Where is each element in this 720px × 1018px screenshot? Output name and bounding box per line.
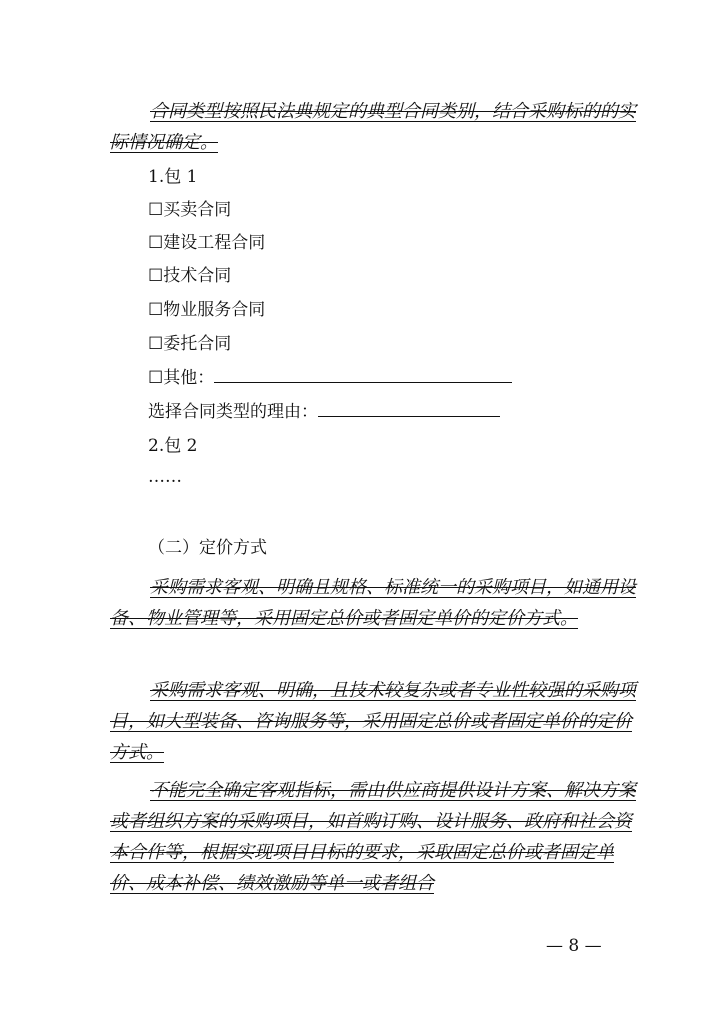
paragraph-text: 采购需求客观、明确且规格、标准统一的采购项目，如通用设备、物业管理等，采用固定总价或者固定单价的定价方式。 bbox=[110, 577, 636, 629]
pricing-paragraph-3 bbox=[110, 775, 640, 899]
intro-text: 合同类型按照民法典规定的典型合同类别，结合采购标的的实际情况确定。 bbox=[110, 101, 636, 153]
package-1-label: 1.包 1 bbox=[148, 167, 198, 187]
checkbox-icon[interactable]: ☐ bbox=[148, 368, 164, 388]
option-construction-contract[interactable] bbox=[148, 232, 265, 254]
pricing-paragraph-1 bbox=[110, 572, 640, 634]
reason-row bbox=[148, 401, 500, 423]
option-label: 物业服务合同 bbox=[163, 300, 266, 320]
checkbox-icon[interactable]: ☐ bbox=[148, 266, 164, 286]
option-entrustment-contract[interactable] bbox=[148, 333, 231, 355]
intro-paragraph bbox=[110, 96, 640, 158]
reason-input-line[interactable] bbox=[318, 402, 500, 417]
reason-label: 选择合同类型的理由： bbox=[148, 402, 318, 422]
option-technology-contract[interactable] bbox=[148, 265, 231, 287]
option-label: 委托合同 bbox=[163, 334, 232, 354]
package-2-label: 2.包 2 bbox=[148, 436, 198, 456]
pricing-paragraph-2 bbox=[110, 675, 640, 768]
checkbox-icon[interactable]: ☐ bbox=[148, 334, 164, 354]
paragraph-text: 采购需求客观、明确，且技术较复杂或者专业性较强的采购项目，如大型装备、咨询服务等，采用固定总价或者固定单价的定价方式。 bbox=[110, 680, 636, 763]
section-heading: （二）定价方式 bbox=[148, 538, 267, 558]
option-label: 建设工程合同 bbox=[163, 233, 266, 253]
checkbox-icon[interactable]: ☐ bbox=[148, 233, 164, 253]
option-label: 买卖合同 bbox=[163, 200, 232, 220]
option-label: 技术合同 bbox=[163, 266, 232, 286]
checkbox-icon[interactable]: ☐ bbox=[148, 300, 164, 320]
option-label: 其他： bbox=[163, 368, 215, 388]
option-other[interactable] bbox=[148, 367, 512, 389]
option-property-service-contract[interactable] bbox=[148, 299, 265, 321]
option-sales-contract[interactable] bbox=[148, 199, 231, 221]
page-number: — 8 — bbox=[546, 936, 602, 956]
checkbox-icon[interactable]: ☐ bbox=[148, 200, 164, 220]
other-input-line[interactable] bbox=[214, 368, 512, 383]
ellipsis: …… bbox=[148, 467, 182, 487]
paragraph-text: 不能完全确定客观指标，需由供应商提供设计方案、解决方案或者组织方案的采购项目，如首购订购、设计服务、政府和社会资本合作等，根据实现项目目标的要求，采取固定总价或者固定单价、成本补偿、绩效激励等单一或者组合 bbox=[110, 780, 636, 894]
